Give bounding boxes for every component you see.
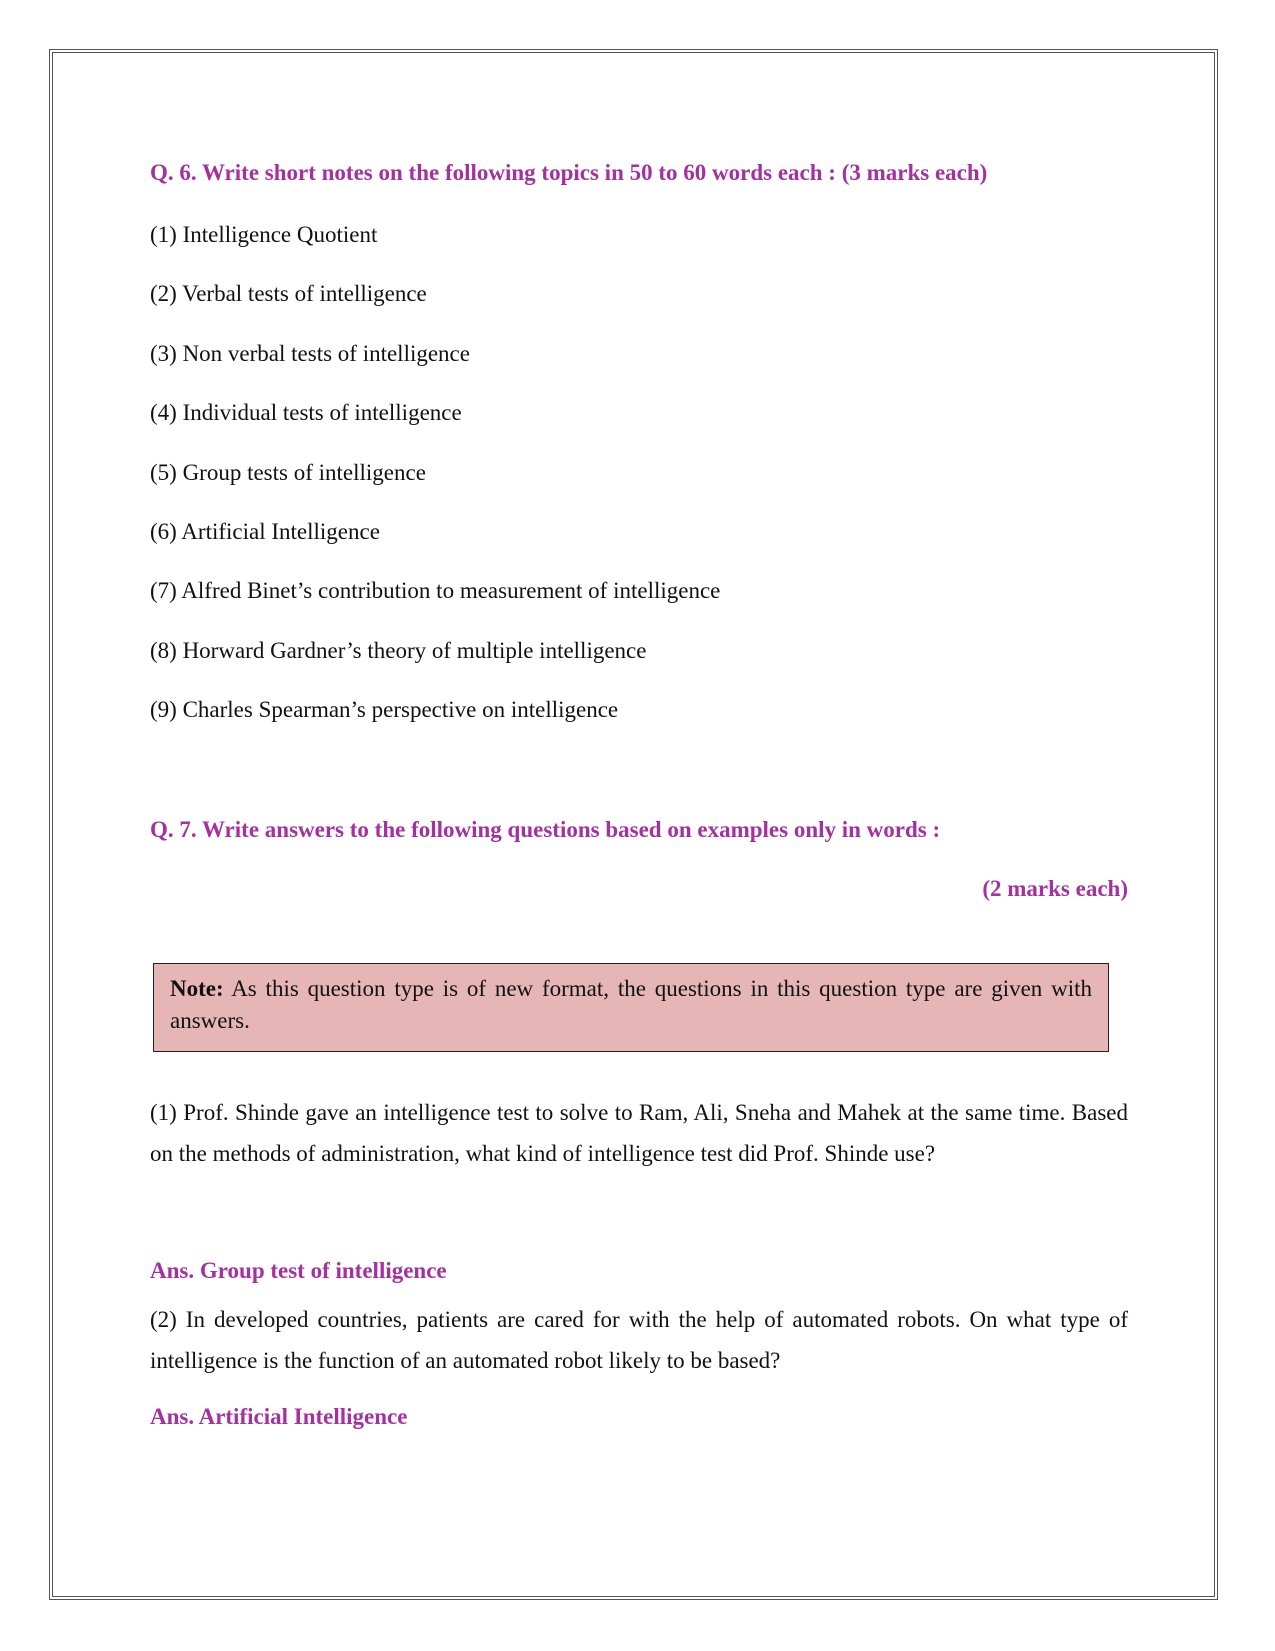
q7-marks: (2 marks each) [982, 876, 1128, 901]
q6-topic-9: (9) Charles Spearman’s perspective on intelligence [150, 697, 619, 722]
note-label: Note: [170, 976, 224, 1001]
q6-topic-8: (8) Horward Gardner’s theory of multiple intelligence [150, 638, 647, 663]
q6-topic-4: (4) Individual tests of intelligence [150, 400, 462, 425]
q6-topic-6: (6) Artificial Intelligence [150, 519, 380, 544]
note-text: As this question type is of new format, the questions in this question type are given with answers. [170, 976, 1093, 1033]
q7-answer-2: Ans. Artificial Intelligence [150, 1404, 408, 1429]
q6-topic-3: (3) Non verbal tests of intelligence [150, 341, 470, 366]
q6-topic-5: (5) Group tests of intelligence [150, 460, 426, 485]
note-box [153, 963, 1109, 1052]
q6-topic-1: (1) Intelligence Quotient [150, 222, 378, 247]
q6-heading: Q. 6. Write short notes on the following topics in 50 to 60 words each : (3 marks each) [150, 160, 988, 185]
q7-question-1: (1) Prof. Shinde gave an intelligence test to solve to Ram, Ali, Sneha and Mahek at the same time. Based on the methods of administration, what kind of intelligence test did Prof. Shinde use? [150, 1100, 1128, 1166]
q7-question-2: (2) In developed countries, patients are cared for with the help of automated robots. On what type of intelligence is the function of an automated robot likely to be based? [150, 1307, 1128, 1373]
q6-topic-7: (7) Alfred Binet’s contribution to measurement of intelligence [150, 578, 721, 603]
q7-answer-1: Ans. Group test of intelligence [150, 1258, 447, 1283]
q6-topic-2: (2) Verbal tests of intelligence [150, 281, 427, 306]
q7-heading: Q. 7. Write answers to the following questions based on examples only in words : [150, 817, 941, 842]
